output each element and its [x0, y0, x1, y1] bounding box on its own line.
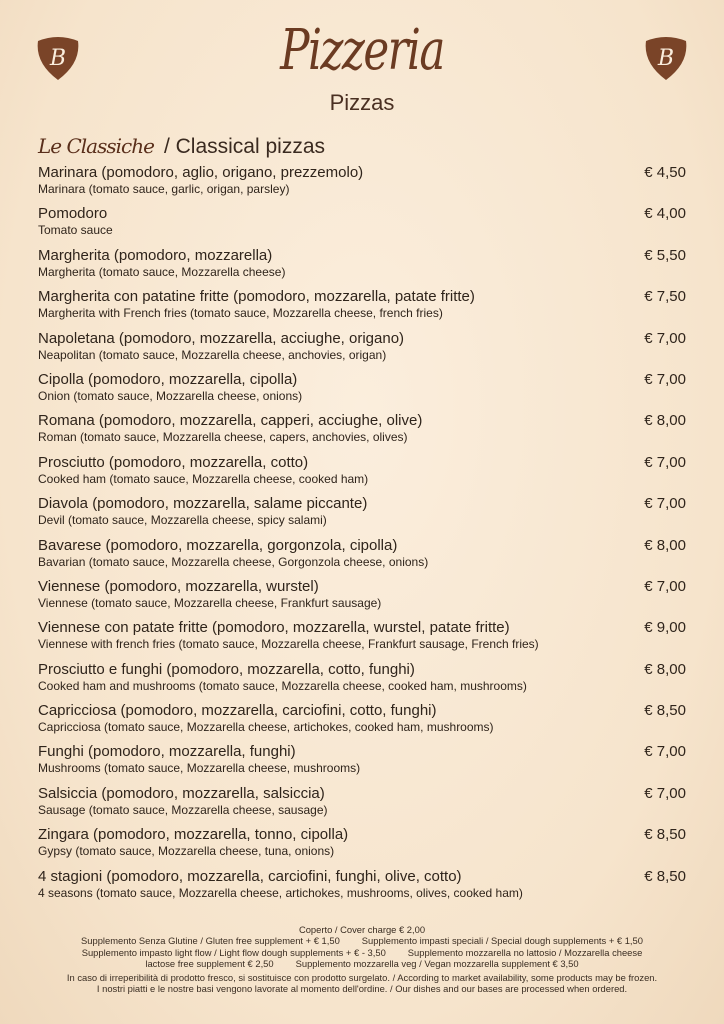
menu-item [38, 453, 686, 494]
item-description: Gypsy (tomato sauce, Mozzarella cheese, tuna, onions) [38, 844, 335, 859]
item-price: € 7,00 [644, 370, 686, 388]
svg-text:B: B [657, 46, 675, 71]
section-title: / Classical pizzas [163, 135, 326, 158]
menu-item [38, 660, 686, 701]
frozen-note: In caso di irreperibilità di prodotto fresco, si sostituisce con prodotto surgelato. / According to market availability, some products may be frozen. [66, 972, 658, 984]
item-name: Capricciosa (pomodoro, mozzarella, carciofini, cotto, funghi) [38, 702, 437, 720]
item-name: Prosciutto (pomodoro, mozzarella, cotto) [38, 453, 309, 471]
menu-item [38, 701, 686, 742]
item-price: € 7,00 [644, 577, 686, 595]
item-price: € 5,50 [644, 246, 686, 264]
menu-item [38, 867, 686, 908]
item-name: 4 stagioni (pomodoro, mozzarella, carciofini, funghi, olive, cotto) [38, 867, 462, 885]
item-price: € 7,50 [644, 288, 686, 306]
item-name: Pomodoro [38, 205, 108, 223]
item-price: € 8,00 [644, 536, 686, 554]
section-heading [38, 134, 325, 159]
item-name: Viennese con patate fritte (pomodoro, mozzarella, wurstel, patate fritte) [38, 619, 510, 637]
item-description: Cooked ham and mushrooms (tomato sauce, Mozzarella cheese, cooked ham, mushrooms) [38, 678, 527, 693]
item-name: Bavarese (pomodoro, mozzarella, gorgonzola, cipolla) [38, 536, 398, 554]
item-name: Romana (pomodoro, mozzarella, capperi, acciughe, olive) [38, 412, 423, 430]
gluten-free-note: Supplemento Senza Glutine / Gluten free supplement + € 1,50 [81, 935, 340, 947]
menu-item [38, 536, 686, 577]
item-name: Diavola (pomodoro, mozzarella, salame piccante) [38, 495, 368, 513]
item-price: € 4,00 [644, 205, 686, 223]
item-description: Onion (tomato sauce, Mozzarella cheese, onions) [38, 388, 303, 403]
menu-item [38, 577, 686, 618]
item-price: € 8,00 [644, 660, 686, 678]
menu-item [38, 742, 686, 783]
item-price: € 9,00 [644, 619, 686, 637]
cover-charge: Coperto / Cover charge € 2,00 [298, 924, 426, 935]
item-name: Prosciutto e funghi (pomodoro, mozzarella, cotto, funghi) [38, 660, 415, 678]
special-dough-note: Supplemento impasti speciali / Special dough supplements + € 1,50 [361, 935, 643, 947]
item-name: Salsiccia (pomodoro, mozzarella, salsiccia) [38, 784, 325, 802]
item-name: Napoletana (pomodoro, mozzarella, acciughe, origano) [38, 329, 405, 347]
menu-item [38, 784, 686, 825]
shield-icon [643, 35, 689, 81]
item-description: Mushrooms (tomato sauce, Mozzarella cheese, mushrooms) [38, 761, 361, 776]
menu-item [38, 163, 686, 204]
menu-item [38, 246, 686, 287]
item-description: Devil (tomato sauce, Mozzarella cheese, spicy salami) [38, 513, 327, 528]
item-price: € 8,50 [644, 826, 686, 844]
section-script-title: Le Classiche [38, 134, 154, 158]
item-description: Cooked ham (tomato sauce, Mozzarella cheese, cooked ham) [38, 471, 369, 486]
item-description: Capricciosa (tomato sauce, Mozzarella cheese, artichokes, cooked ham, mushrooms) [38, 720, 494, 735]
menu-item [38, 370, 686, 411]
item-description: Margherita (tomato sauce, Mozzarella cheese) [38, 264, 286, 279]
item-price: € 4,50 [644, 164, 686, 181]
item-price: € 7,00 [644, 743, 686, 761]
item-description: Viennese (tomato sauce, Mozzarella cheese, Frankfurt sausage) [38, 595, 382, 610]
menu-item [38, 204, 686, 245]
svg-text:B: B [49, 46, 67, 71]
item-price: € 7,00 [644, 495, 686, 513]
item-name: Cipolla (pomodoro, mozzarella, cipolla) [38, 370, 298, 388]
logo-shield-left [35, 35, 81, 81]
light-flow-note: Supplemento impasto light flow / Light flow dough supplements + € - 3,50 [81, 946, 386, 958]
item-description: Sausage (tomato sauce, Mozzarella cheese, sausage) [38, 802, 328, 817]
menu-item [38, 618, 686, 659]
menu-item [38, 825, 686, 866]
item-name: Marinara (pomodoro, aglio, origano, prezzemolo) [38, 164, 364, 181]
item-description: Bavarian (tomato sauce, Mozzarella cheese, Gorgonzola cheese, onions) [38, 554, 429, 569]
item-name: Viennese (pomodoro, mozzarella, wurstel) [38, 577, 319, 595]
logo-shield-right [643, 35, 689, 81]
lactose-free-note-cont: lactose free supplement € 2,50 [145, 957, 274, 969]
item-price: € 7,00 [644, 784, 686, 802]
shield-icon [35, 35, 81, 81]
menu-item [38, 287, 686, 328]
item-name: Zingara (pomodoro, mozzarella, tonno, cipolla) [38, 826, 349, 844]
item-price: € 8,00 [644, 412, 686, 430]
item-name: Margherita (pomodoro, mozzarella) [38, 246, 273, 264]
menu-list [38, 163, 686, 908]
page-subtitle: Pizzas [329, 90, 395, 115]
item-price: € 7,00 [644, 453, 686, 471]
vegan-note: Supplemento mozzarella veg / Vegan mozzarella supplement € 3,50 [295, 957, 579, 969]
item-description: Tomato sauce [38, 223, 113, 238]
item-description: 4 seasons (tomato sauce, Mozzarella cheese, artichokes, mushrooms, olives, cooked ham) [38, 885, 523, 900]
item-description: Neapolitan (tomato sauce, Mozzarella cheese, anchovies, origan) [38, 347, 387, 362]
item-name: Funghi (pomodoro, mozzarella, funghi) [38, 743, 296, 761]
item-price: € 8,50 [644, 702, 686, 720]
menu-item [38, 411, 686, 452]
ordered-note: I nostri piatti e le nostre basi vengono lavorate al momento dell'ordine. / Our dishes and our bases are processed when ordered. [96, 983, 628, 995]
item-description: Viennese with french fries (tomato sauce, Mozzarella cheese, Frankfurt sausage, French fries) [38, 637, 539, 652]
footer-notes [0, 924, 724, 995]
item-price: € 7,00 [644, 329, 686, 347]
menu-item [38, 329, 686, 370]
item-description: Marinara (tomato sauce, garlic, origan, parsley) [38, 182, 290, 196]
item-description: Roman (tomato sauce, Mozzarella cheese, capers, anchovies, olives) [38, 430, 408, 445]
lactose-free-note: Supplemento mozzarella no lattosio / Mozzarella cheese [407, 946, 643, 958]
item-description: Margherita with French fries (tomato sauce, Mozzarella cheese, french fries) [38, 306, 443, 321]
item-name: Margherita con patatine fritte (pomodoro, mozzarella, patate fritte) [38, 288, 475, 306]
item-price: € 8,50 [644, 867, 686, 885]
page-title: Pizzeria [280, 18, 444, 83]
menu-item [38, 494, 686, 535]
